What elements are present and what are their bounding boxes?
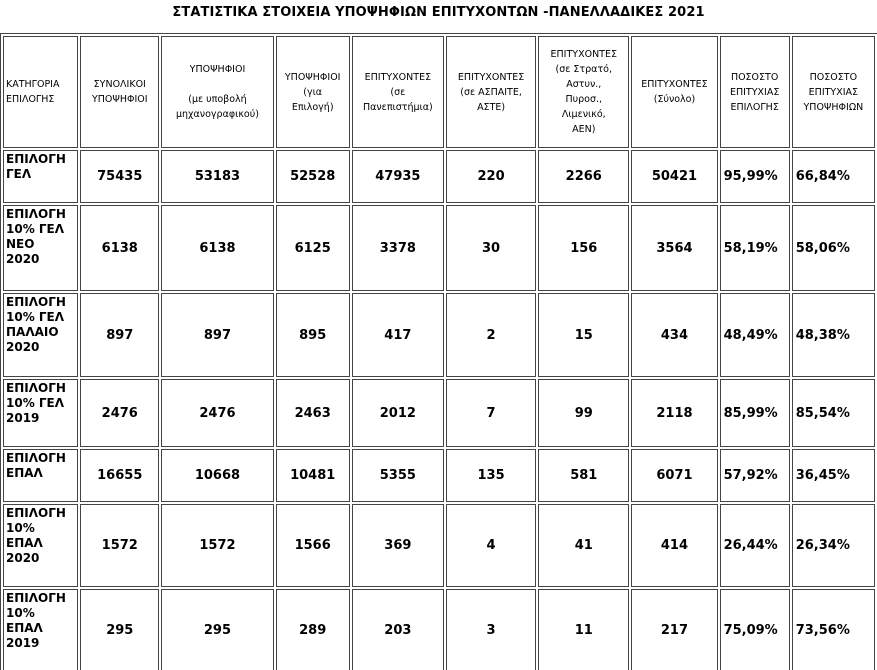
table-body [3, 150, 875, 670]
percentage-cell: 58,19% [720, 205, 790, 291]
value-cell: 10481 [276, 449, 350, 502]
value-cell: 2 [446, 293, 536, 377]
value-cell: 434 [631, 293, 717, 377]
value-cell: 414 [631, 504, 717, 587]
percentage-cell: 75,09% [720, 589, 790, 670]
value-cell: 7 [446, 379, 536, 447]
column-header-line: ΚΑΤΗΓΟΡΙΑ [6, 79, 60, 90]
value-cell: 6138 [80, 205, 159, 291]
value-cell: 2118 [631, 379, 717, 447]
column-header-line: ΑΣΤΕ) [477, 101, 506, 113]
column-header-line: ΕΠΙΤΥΧΙΑΣ [808, 86, 859, 98]
column-header-line: ΕΠΙΤΥΧΟΝΤΕΣ [457, 71, 525, 83]
column-header-line: ΥΠΟΨΗΦΙΟΙ [91, 94, 148, 105]
table-row [3, 150, 875, 203]
value-cell: 417 [352, 293, 444, 377]
value-cell: 2476 [80, 379, 159, 447]
value-cell: 2012 [352, 379, 444, 447]
value-cell: 5355 [352, 449, 444, 502]
table-row [3, 205, 875, 291]
column-header-line: ΠΟΣΟΣΤΟ [809, 71, 858, 83]
percentage-cell: 85,54% [792, 379, 875, 447]
column-header-line: (σε [390, 86, 406, 98]
column-header-line: (για [303, 86, 323, 98]
column-header [352, 36, 444, 148]
value-cell: 16655 [80, 449, 159, 502]
category-line: ΕΠΙΛΟΓΗ [6, 152, 66, 166]
value-cell: 47935 [352, 150, 444, 203]
value-cell: 30 [446, 205, 536, 291]
header-row [3, 36, 875, 148]
column-header [446, 36, 536, 148]
value-cell: 203 [352, 589, 444, 670]
percentage-cell: 95,99% [720, 150, 790, 203]
percentage-cell: 58,06% [792, 205, 875, 291]
percentage-cell: 57,92% [720, 449, 790, 502]
table-row [3, 293, 875, 377]
category-cell [3, 205, 78, 291]
column-header [80, 36, 159, 148]
value-cell: 53183 [161, 150, 273, 203]
value-cell: 99 [538, 379, 629, 447]
value-cell: 1572 [161, 504, 273, 587]
category-cell [3, 589, 78, 670]
category-line: ΓΕΛ [6, 167, 32, 181]
percentage-cell: 48,38% [792, 293, 875, 377]
value-cell: 217 [631, 589, 717, 670]
percentage-cell: 73,56% [792, 589, 875, 670]
column-header-line: (σε ΑΣΠΑΙΤΕ, [460, 86, 522, 98]
category-line: 2020 [6, 340, 40, 354]
value-cell: 15 [538, 293, 629, 377]
percentage-cell: 26,44% [720, 504, 790, 587]
category-cell [3, 449, 78, 502]
category-line: ΕΠΑΛ [6, 536, 43, 550]
category-line: ΕΠΙΛΟΓΗ [6, 207, 66, 221]
category-line: 2019 [6, 636, 40, 650]
value-cell: 41 [538, 504, 629, 587]
value-cell: 11 [538, 589, 629, 670]
category-line: ΝΕΟ [6, 237, 35, 251]
column-header-line: ΥΠΟΨΗΦΙΩΝ [803, 101, 864, 113]
value-cell: 156 [538, 205, 629, 291]
table-row [3, 504, 875, 587]
column-header-line: Αστυν., [566, 79, 602, 90]
column-header [792, 36, 875, 148]
value-cell: 52528 [276, 150, 350, 203]
category-line: 10% [6, 606, 35, 620]
category-line: ΕΠΙΛΟΓΗ [6, 506, 66, 520]
category-line: 10% [6, 521, 35, 535]
category-line: 2019 [6, 411, 40, 425]
table-row [3, 379, 875, 447]
column-header-line: μηχανογραφικού) [175, 109, 259, 120]
value-cell: 6071 [631, 449, 717, 502]
column-header-line: ΣΥΝΟΛΙΚΟΙ [93, 79, 146, 90]
percentage-cell: 26,34% [792, 504, 875, 587]
category-cell [3, 293, 78, 377]
category-line: ΕΠΙΛΟΓΗ [6, 591, 66, 605]
value-cell: 1572 [80, 504, 159, 587]
value-cell: 581 [538, 449, 629, 502]
column-header [276, 36, 350, 148]
column-header-line [165, 77, 269, 92]
category-cell [3, 150, 78, 203]
table-row [3, 589, 875, 670]
column-header-line: ΕΠΙΤΥΧΟΝΤΕΣ [364, 71, 432, 83]
category-line: 2020 [6, 252, 40, 266]
column-header-line: Επιλογή) [291, 101, 334, 113]
column-header-line: (Σύνολο) [653, 94, 696, 105]
value-cell: 897 [161, 293, 273, 377]
category-line: 2020 [6, 551, 40, 565]
category-line: ΠΑΛΑΙΟ [6, 325, 59, 339]
column-header-line: ΕΠΙΤΥΧΟΝΤΕΣ [641, 79, 708, 90]
value-cell: 10668 [161, 449, 273, 502]
value-cell: 295 [161, 589, 273, 670]
page-title: ΣΤΑΤΙΣΤΙΚΑ ΣΤΟΙΧΕΙΑ ΥΠΟΨΗΦΙΩΝ ΕΠΙΤΥΧΟΝΤΩΝ -ΠΑΝΕΛΛΑΔΙΚΕΣ 2021 [172, 5, 705, 20]
value-cell: 3564 [631, 205, 717, 291]
category-line: ΕΠΙΛΟΓΗ [6, 451, 66, 465]
category-line: ΕΠΑΛ [6, 466, 43, 480]
value-cell: 295 [80, 589, 159, 670]
value-cell: 6138 [161, 205, 273, 291]
category-line: 10% ΓΕΛ [6, 310, 65, 324]
value-cell: 50421 [631, 150, 717, 203]
column-header-line: ΥΠΟΨΗΦΙΟΙ [189, 64, 246, 75]
column-header-line: ΕΠΙΛΟΓΗΣ [730, 101, 779, 113]
value-cell: 75435 [80, 150, 159, 203]
value-cell: 369 [352, 504, 444, 587]
value-cell: 2476 [161, 379, 273, 447]
column-header-line: Πυροσ., [565, 94, 603, 105]
column-header [161, 36, 273, 148]
value-cell: 289 [276, 589, 350, 670]
column-header [538, 36, 629, 148]
percentage-cell: 48,49% [720, 293, 790, 377]
statistics-table [0, 33, 877, 670]
category-cell [3, 379, 78, 447]
value-cell: 897 [80, 293, 159, 377]
column-header [720, 36, 790, 148]
value-cell: 2266 [538, 150, 629, 203]
column-header-line: (σε Στρατό, [555, 64, 612, 75]
value-cell: 3378 [352, 205, 444, 291]
value-cell: 220 [446, 150, 536, 203]
percentage-cell: 66,84% [792, 150, 875, 203]
value-cell: 4 [446, 504, 536, 587]
column-header-line: Πανεπιστήμια) [362, 101, 433, 113]
column-header [631, 36, 717, 148]
column-header-line: ΠΟΣΟΣΤΟ [730, 71, 779, 83]
column-header-line: ΑΕΝ) [572, 124, 596, 135]
value-cell: 895 [276, 293, 350, 377]
column-header-line: Λιμενικό, [561, 109, 606, 120]
category-cell [3, 504, 78, 587]
percentage-cell: 36,45% [792, 449, 875, 502]
column-header-line: ΥΠΟΨΗΦΙΟΙ [284, 71, 341, 83]
column-header-line: ΕΠΙΤΥΧΙΑΣ [729, 86, 780, 98]
column-header-line: ΕΠΙΤΥΧΟΝΤΕΣ [550, 49, 617, 60]
category-line: ΕΠΙΛΟΓΗ [6, 381, 66, 395]
value-cell: 2463 [276, 379, 350, 447]
value-cell: 3 [446, 589, 536, 670]
column-header [3, 36, 78, 148]
category-line: 10% ΓΕΛ [6, 222, 65, 236]
column-header-line: ΕΠΙΛΟΓΗΣ [6, 94, 55, 105]
value-cell: 1566 [276, 504, 350, 587]
column-header-line: (με υποβολή [188, 94, 247, 105]
table-row [3, 449, 875, 502]
value-cell: 135 [446, 449, 536, 502]
percentage-cell: 85,99% [720, 379, 790, 447]
value-cell: 6125 [276, 205, 350, 291]
category-line: 10% ΓΕΛ [6, 396, 65, 410]
category-line: ΕΠΑΛ [6, 621, 43, 635]
category-line: ΕΠΙΛΟΓΗ [6, 295, 66, 309]
